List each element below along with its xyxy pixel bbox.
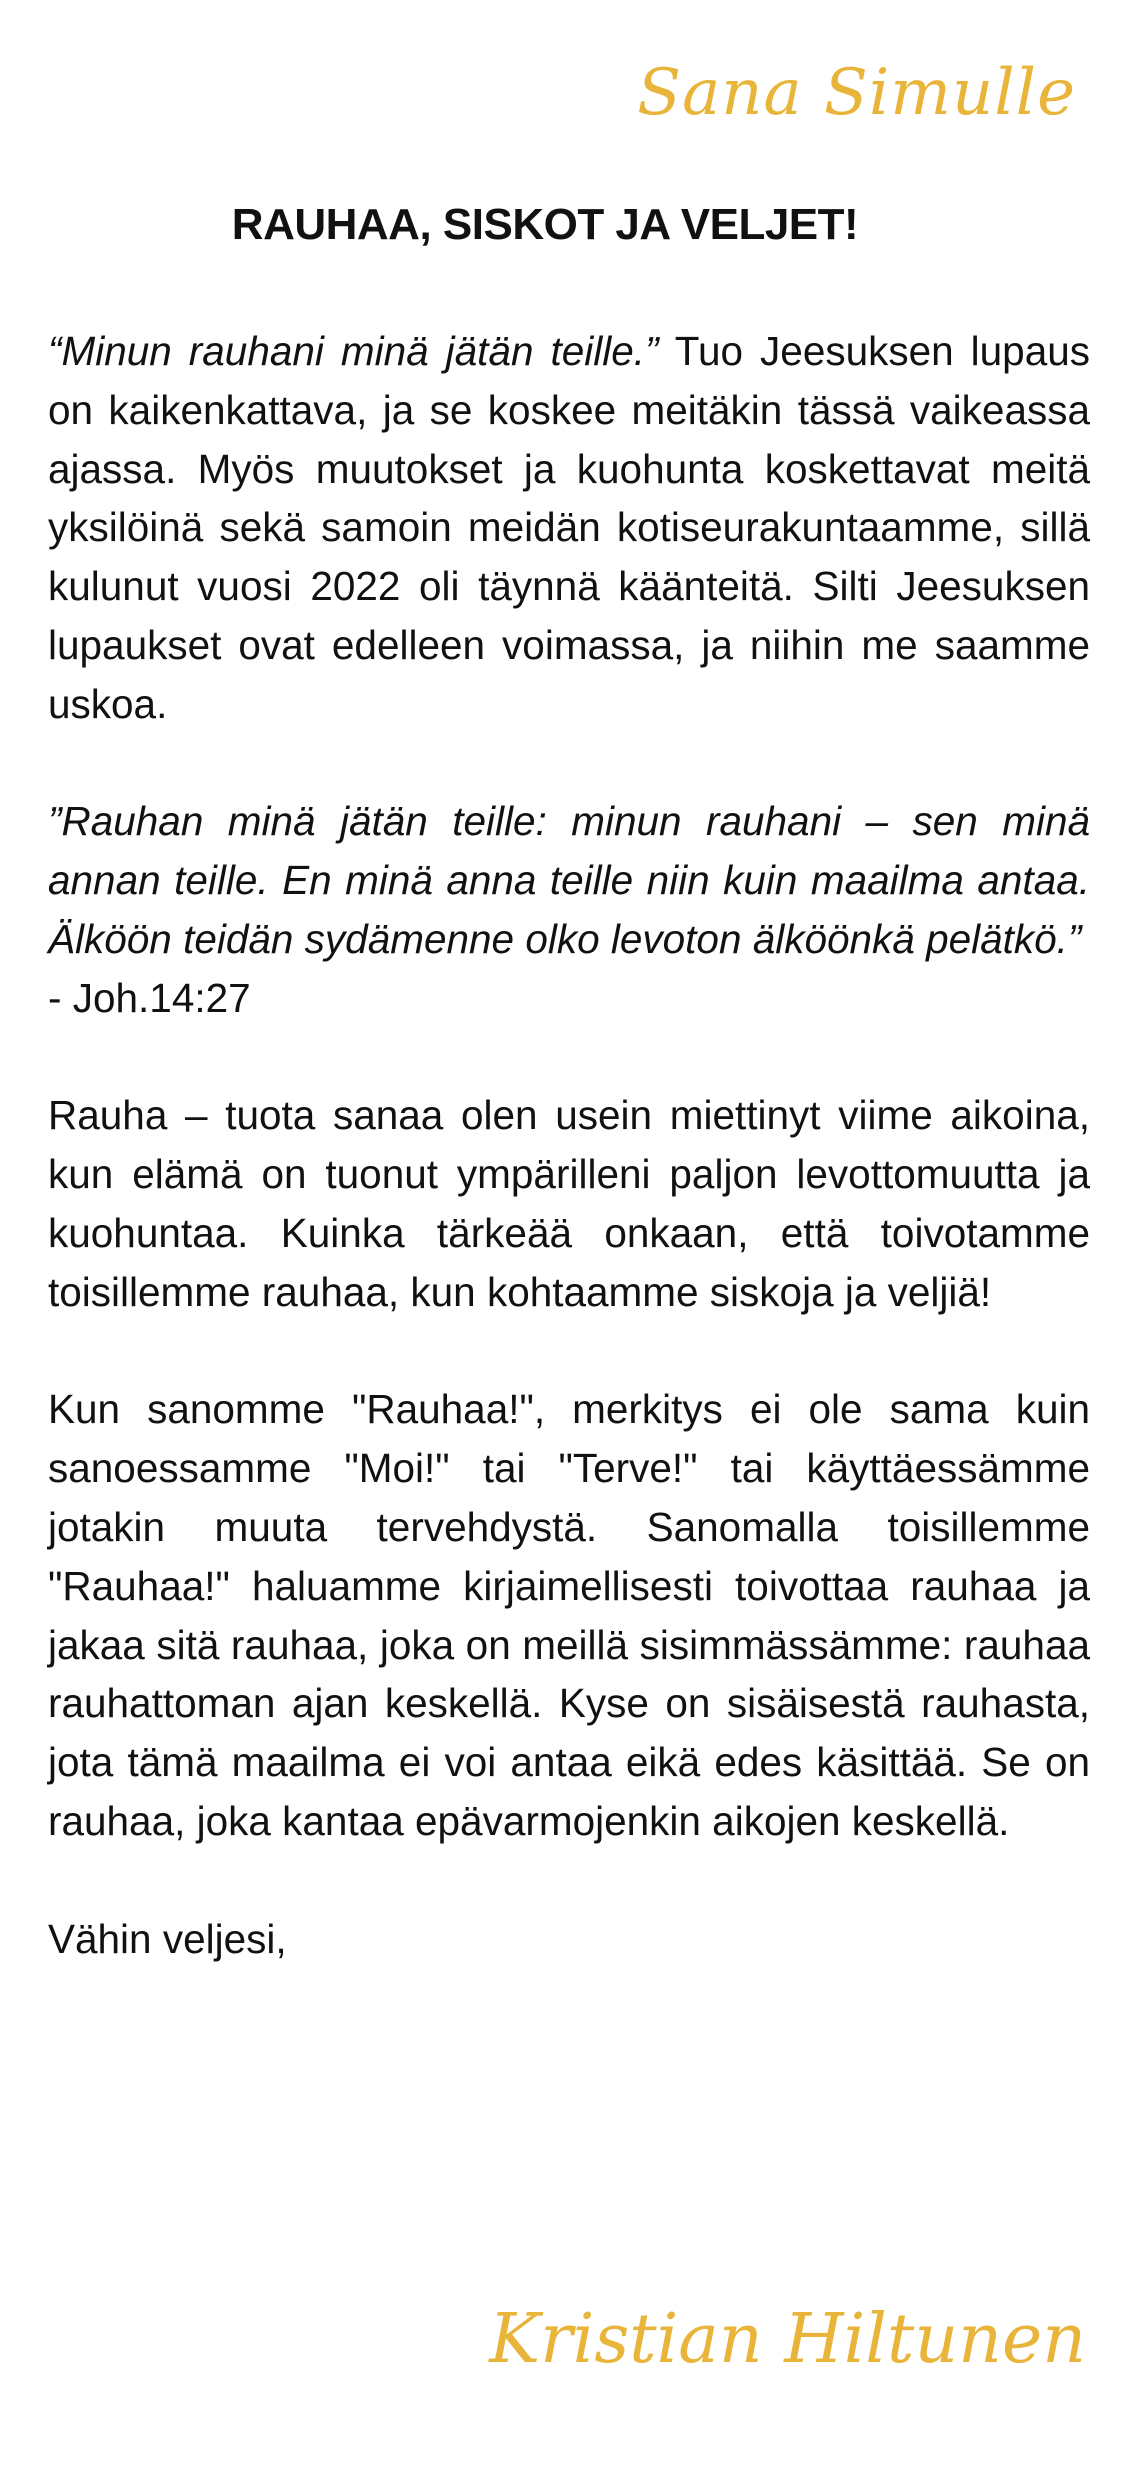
paragraph-3: Rauha – tuota sanaa olen usein miettinyt viime aikoina, kun elämä on tuonut ympärilleni paljon levottomuutta ja kuohuntaa. Kuinka tärkeää onkaan, että toivotamme toisillemme rauhaa, kun kohtaamme siskoja ja veljiä!: [48, 1092, 1090, 1315]
paragraph-1-quote: “Minun rauhani minä jätän teille.”: [48, 328, 659, 374]
paragraph-4: Kun sanomme "Rauhaa!", merkitys ei ole sama kuin sanoessamme "Moi!" tai "Terve!" tai käyttäessämme jotakin muuta tervehdystä. Sanomalla toisillemme "Rauhaa!" haluamme kirjaimellisesti toivottaa rauhaa ja jakaa sitä rauhaa, joka on meillä sisimmässämme: rauhaa rauhattoman ajan keskellä. Kyse on sisäisestä rauhasta, jota tämä maailma ei voi antaa eikä edes käsittää. Se on rauhaa, joka kantaa epävarmojenkin aikojen keskellä.: [48, 1386, 1090, 1844]
bible-reference: - Joh.14:27: [48, 974, 251, 1021]
page-title: RAUHAA, SISKOT JA VELJET!: [231, 200, 859, 249]
article-body: [48, 322, 1090, 1968]
signature: Kristian Hiltunen: [489, 2300, 1086, 2379]
paragraph-1: [48, 322, 1090, 734]
bible-quote: ”Rauhan minä jätän teille: minun rauhani – sen minä annan teille. En minä anna teille niin kuin maailma antaa. Älköön teidän sydämenne olko levoton älköönkä pelätkö.”: [48, 798, 1090, 962]
section-script-title: Sana Simulle: [637, 56, 1076, 130]
closing-line: Vähin veljesi,: [48, 1915, 287, 1962]
paragraph-1-text: Tuo Jeesuksen lupaus on kaikenkattava, ja se koskee meitäkin tässä vaikeassa ajassa. Myös muutokset ja kuohunta koskettavat meitä yksilöinä sekä samoin meidän kotiseurakuntaamme, sillä kulunut vuosi 2022 oli täynnä käänteitä. Silti Jeesuksen lupaukset ovat edelleen voimassa, ja niihin me saamme uskoa.: [48, 328, 1091, 727]
